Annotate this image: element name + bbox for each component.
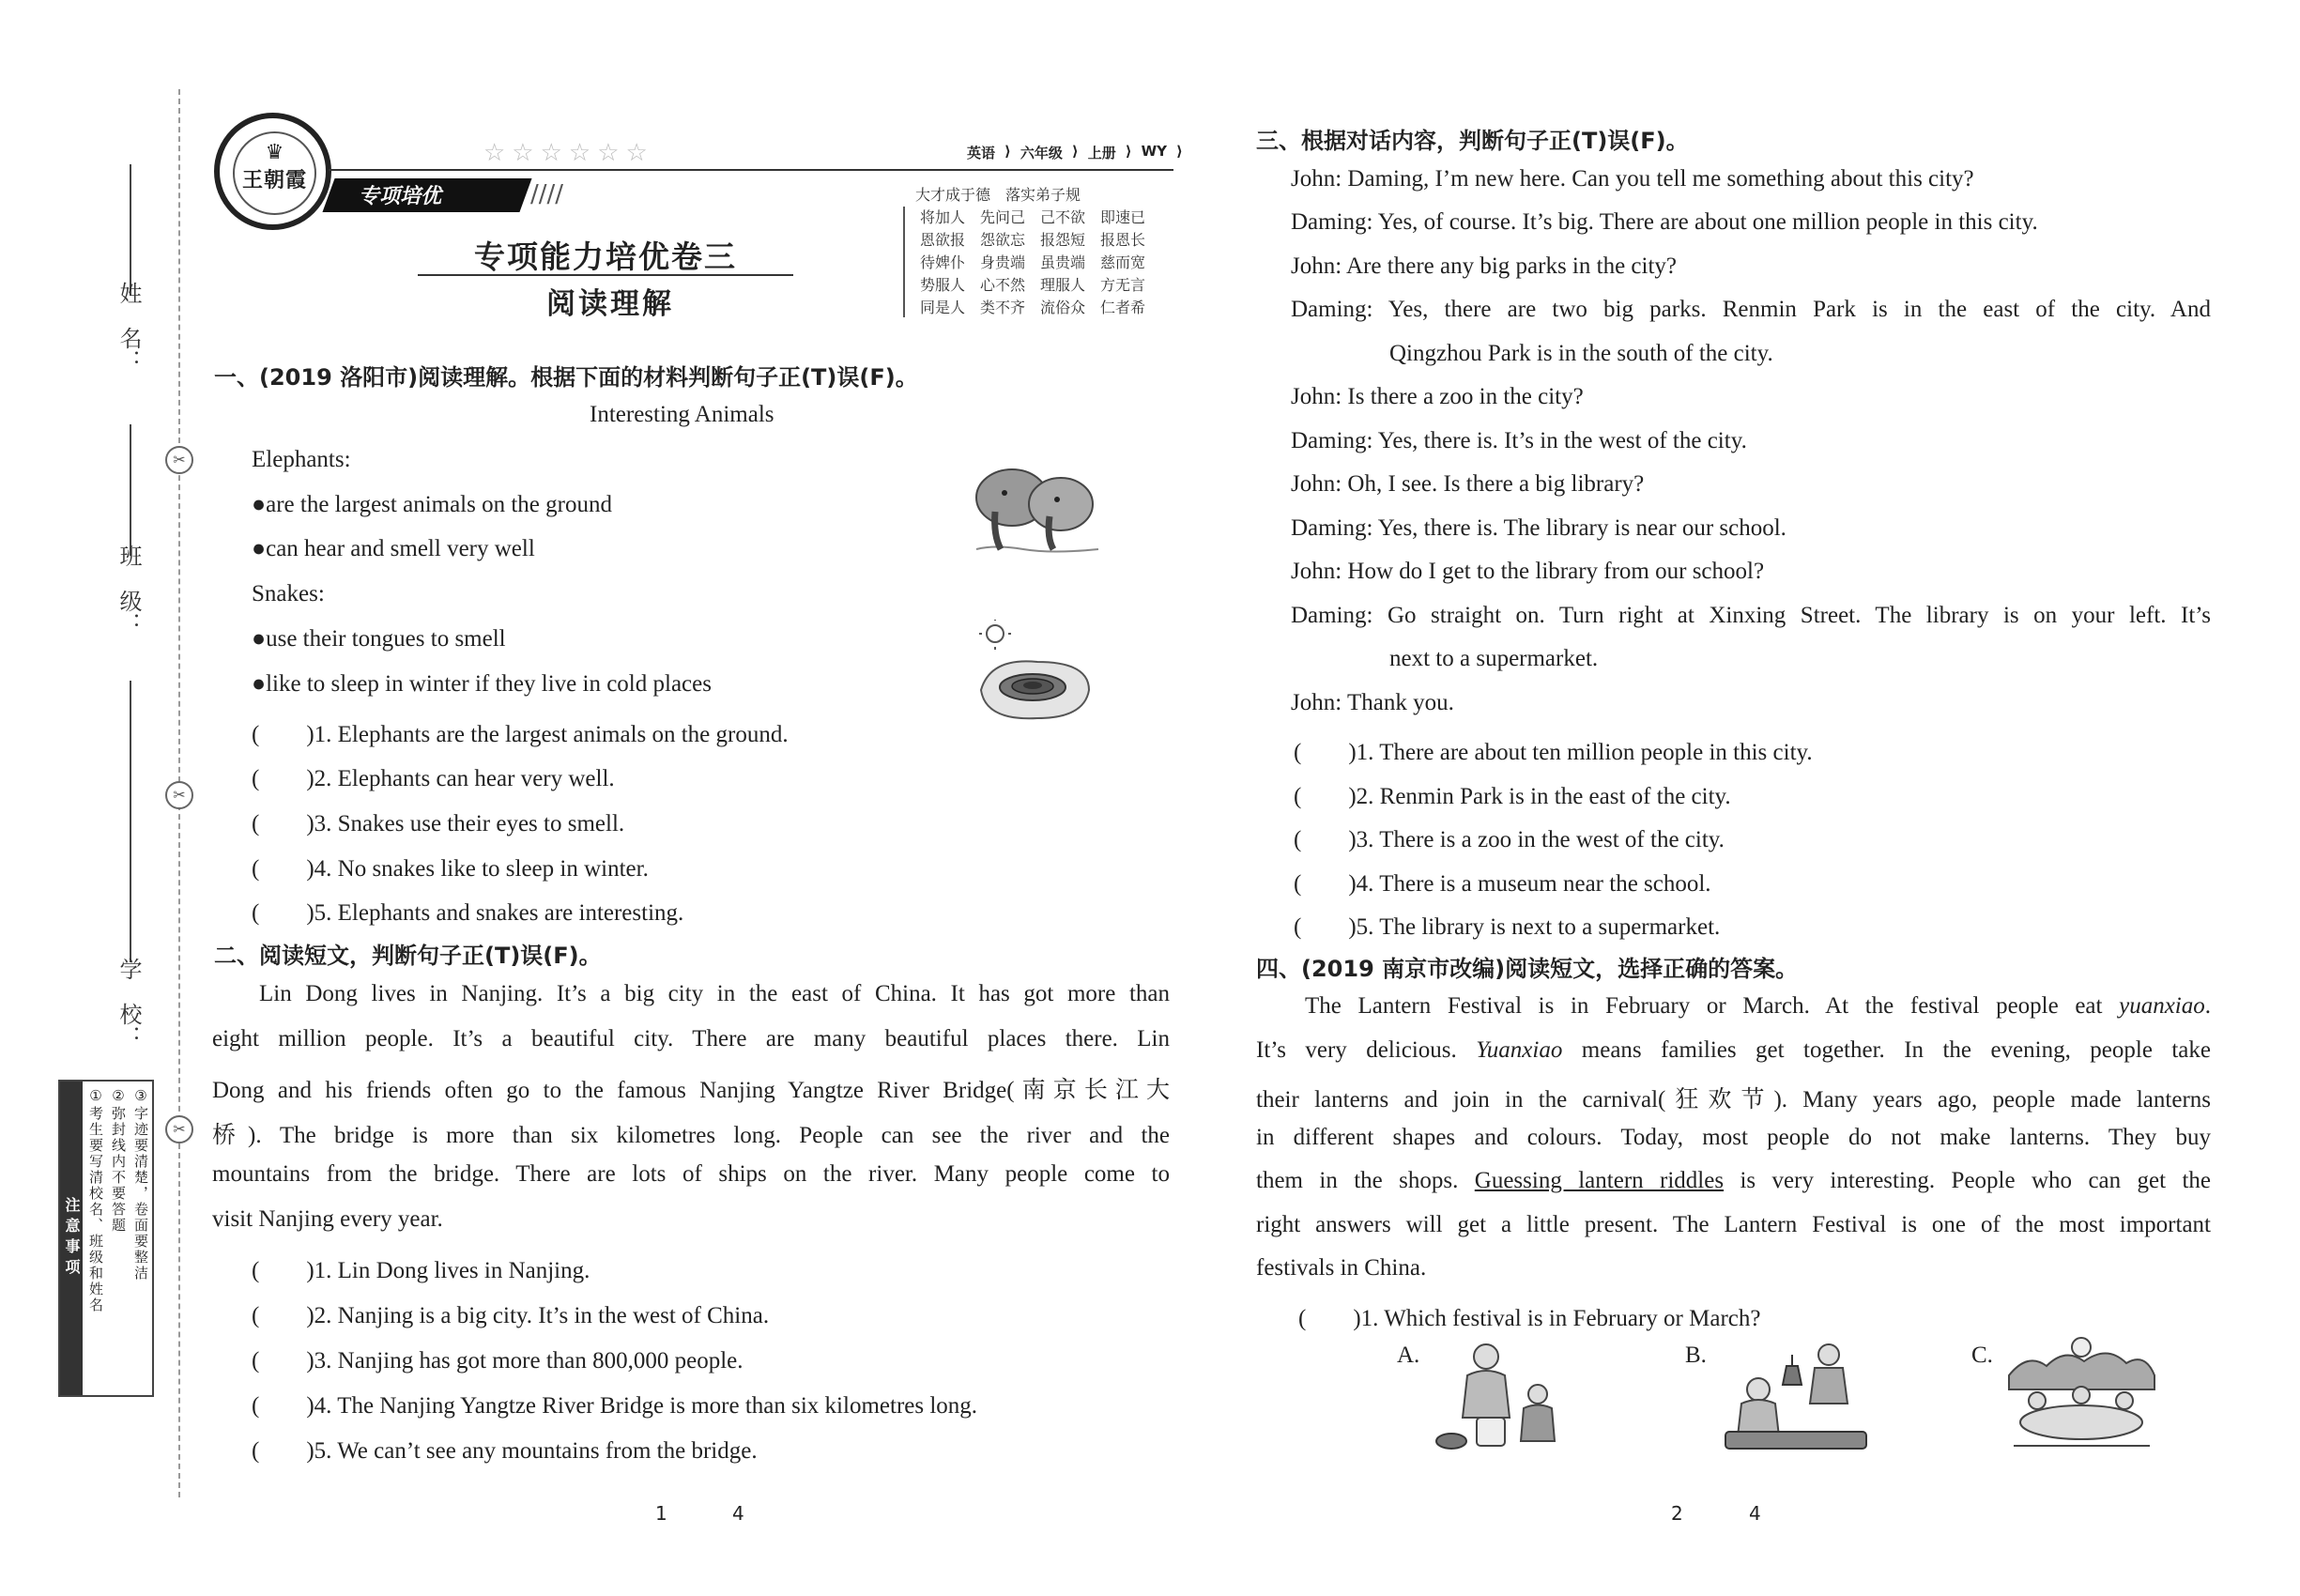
list-item: ●use their tongues to smell bbox=[252, 626, 506, 652]
grade-tags: 英语 ⟩ 六年级 ⟩ 上册 ⟩ WY ⟩ bbox=[967, 143, 1183, 161]
list-item: ●like to sleep in winter if they live in cold places bbox=[252, 671, 712, 697]
dialogue-line: Daming: Yes, there is. The library is near our school. bbox=[1291, 515, 1786, 541]
motto-title: 大才成于德 落实弟子规 bbox=[915, 186, 1081, 204]
motto-block bbox=[920, 207, 1145, 319]
notice-item-2: ②弥封线内不要答题 bbox=[110, 1087, 127, 1234]
passage-line: eight million people. It’s a beautiful city. There are many beautiful places there. Lin bbox=[212, 1026, 1170, 1051]
title-rule bbox=[418, 274, 793, 276]
star-rating: ☆☆☆☆☆☆ bbox=[483, 139, 654, 167]
question-item: ( )3. There is a zoo in the west of the city. bbox=[1294, 827, 1725, 852]
scissor-icon: ✂ bbox=[165, 446, 193, 474]
question-item: ( )3. Nanjing has got more than 800,000 people. bbox=[252, 1348, 744, 1373]
passage-line: Dong and his friends often go to the famous Nanjing Yangtze River Bridge(南京长江大 bbox=[212, 1078, 1170, 1103]
dialogue-line: Daming: Yes, there are two big parks. Renmin Park is in the east of the city. And bbox=[1291, 297, 2211, 322]
dialogue-line: next to a supermarket. bbox=[1389, 646, 1599, 671]
section2-heading: 二、阅读短文，判断句子正(T)误(F)。 bbox=[214, 943, 602, 969]
option-label-a: A. bbox=[1397, 1343, 1420, 1368]
option-a-picture[interactable] bbox=[1434, 1338, 1575, 1455]
grade-tag: 六年级 bbox=[1020, 145, 1063, 161]
subject-tag: 英语 bbox=[967, 145, 996, 161]
slash-decoration: //// bbox=[530, 180, 564, 208]
dialogue-line: Daming: Go straight on. Turn right at Xinxing Street. The library is on your left. It’s bbox=[1291, 603, 2211, 628]
motto-bar bbox=[903, 207, 905, 317]
dialogue-line: John: Are there any big parks in the city? bbox=[1291, 253, 1677, 279]
list-item: Snakes: bbox=[252, 581, 325, 606]
class-field[interactable] bbox=[130, 424, 131, 556]
passage-line: their lanterns and join in the carnival(狂欢节). Many years ago, people made lanterns bbox=[1256, 1087, 2211, 1113]
scissor-icon: ✂ bbox=[165, 1115, 193, 1143]
question-item: ( )4. The Nanjing Yangtze River Bridge is more than six kilometres long. bbox=[252, 1393, 978, 1419]
dialogue-line: Daming: Yes, of course. It’s big. There are about one million people in this city. bbox=[1291, 209, 2038, 235]
option-b-picture[interactable] bbox=[1721, 1338, 1871, 1455]
list-item: Elephants: bbox=[252, 447, 351, 472]
question-item: ( )5. Elephants and snakes are interesting. bbox=[252, 900, 684, 926]
motto-row: 恩欲报 怨欲忘 报怨短 报恩长 bbox=[920, 231, 1146, 249]
dialogue-line: Qingzhou Park is in the south of the city. bbox=[1389, 341, 1773, 366]
passage-line: The Lantern Festival is in February or March. At the festival people eat yuanxiao. bbox=[1305, 993, 2211, 1019]
edition-tag: WY bbox=[1141, 143, 1168, 160]
page-subtitle: 阅读理解 bbox=[546, 287, 674, 321]
page-number: 1 bbox=[655, 1502, 667, 1525]
option-label-b: B. bbox=[1685, 1343, 1707, 1368]
passage-line: Lin Dong lives in Nanjing. It’s a big city in the east of China. It has got more than bbox=[259, 981, 1170, 1006]
page-title: 专项能力培优卷三 bbox=[474, 238, 737, 275]
volume-tag: 上册 bbox=[1087, 145, 1116, 161]
question-item: ( )2. Nanjing is a big city. It’s in the west of China. bbox=[252, 1303, 770, 1328]
brand-logo bbox=[214, 113, 331, 230]
dialogue-line: John: Oh, I see. Is there a big library? bbox=[1291, 471, 1645, 497]
snake-illustration bbox=[972, 620, 1098, 728]
question-item: ( )1. Lin Dong lives in Nanjing. bbox=[252, 1258, 590, 1283]
notice-title: 注意事项 bbox=[60, 1082, 83, 1395]
option-c-picture[interactable] bbox=[2004, 1333, 2159, 1455]
school-label: 学 校： bbox=[115, 958, 142, 1048]
logo-text: 王朝霞 bbox=[241, 169, 307, 192]
notice-item-3: ③字迹要清楚，卷面要整洁 bbox=[132, 1087, 149, 1281]
question-item: ( )3. Snakes use their eyes to smell. bbox=[252, 811, 625, 836]
question-item: ( )1. Which festival is in February or March? bbox=[1298, 1306, 1761, 1331]
underlined-phrase: Guessing lantern riddles bbox=[1474, 1168, 1725, 1193]
question-item: ( )4. There is a museum near the school. bbox=[1294, 871, 1711, 897]
section-band-label: 专项培优 bbox=[359, 185, 442, 208]
dialogue-line: John: How do I get to the library from our school? bbox=[1291, 559, 1765, 584]
question-item: ( )5. We can’t see any mountains from the bridge. bbox=[252, 1438, 758, 1464]
motto-row: 待婢仆 身贵端 虽贵端 慈而宽 bbox=[920, 253, 1146, 271]
passage-line: in different shapes and colours. Today, most people do not make lanterns. They buy bbox=[1256, 1125, 2211, 1150]
logo-emblem bbox=[233, 131, 316, 215]
school-field[interactable] bbox=[130, 681, 131, 962]
dialogue-line: John: Thank you. bbox=[1291, 690, 1454, 715]
elephant-illustration bbox=[967, 455, 1103, 563]
class-label: 班 级： bbox=[115, 545, 142, 635]
question-item: ( )1. Elephants are the largest animals on the ground. bbox=[252, 722, 789, 747]
question-item: ( )4. No snakes like to sleep in winter. bbox=[252, 856, 649, 882]
passage-line: festivals in China. bbox=[1256, 1255, 1427, 1281]
dialogue-line: John: Daming, I’m new here. Can you tell me something about this city? bbox=[1291, 166, 1974, 192]
page-total: 4 bbox=[732, 1502, 744, 1525]
passage-line: them in the shops. Guessing lantern riddles is very interesting. People who can get the bbox=[1256, 1168, 2212, 1193]
scissor-icon: ✂ bbox=[165, 781, 193, 809]
name-label: 姓 名： bbox=[115, 282, 142, 372]
section1-heading: 一、(2019 洛阳市)阅读理解。根据下面的材料判断句子正(T)误(F)。 bbox=[214, 364, 918, 391]
passage-line: It’s very delicious. Yuanxiao means families get together. In the evening, people take bbox=[1256, 1037, 2211, 1063]
passage-line: mountains from the bridge. There are lots of ships on the river. Many people come to bbox=[212, 1161, 1170, 1187]
section3-heading: 三、根据对话内容，判断句子正(T)误(F)。 bbox=[1256, 128, 1689, 154]
notice-box bbox=[58, 1080, 154, 1397]
name-field[interactable] bbox=[130, 164, 131, 296]
motto-row: 将加人 先问己 己不欲 即速已 bbox=[920, 208, 1146, 226]
passage-line: right answers will get a little present. The Lantern Festival is one of the most important bbox=[1256, 1212, 2211, 1237]
question-item: ( )2. Elephants can hear very well. bbox=[252, 766, 615, 791]
list-item: ●are the largest animals on the ground bbox=[252, 492, 612, 517]
passage-line: visit Nanjing every year. bbox=[212, 1206, 443, 1232]
passage1-title: Interesting Animals bbox=[590, 402, 774, 427]
dialogue-line: John: Is there a zoo in the city? bbox=[1291, 384, 1584, 409]
question-item: ( )5. The library is next to a supermarket. bbox=[1294, 914, 1721, 940]
motto-row: 势服人 心不然 理服人 方无言 bbox=[920, 276, 1146, 294]
question-item: ( )1. There are about ten million people in this city. bbox=[1294, 740, 1813, 765]
page-number: 2 bbox=[1671, 1502, 1683, 1525]
passage-line: 桥). The bridge is more than six kilometres long. People can see the river and the bbox=[212, 1123, 1170, 1148]
page-total: 4 bbox=[1749, 1502, 1761, 1525]
list-item: ●can hear and smell very well bbox=[252, 536, 535, 561]
section4-heading: 四、(2019 南京市改编)阅读短文，选择正确的答案。 bbox=[1256, 956, 1799, 982]
motto-row: 同是人 类不齐 流俗众 仁者希 bbox=[920, 299, 1146, 316]
dialogue-line: Daming: Yes, there is. It’s in the west of the city. bbox=[1291, 428, 1747, 453]
question-item: ( )2. Renmin Park is in the east of the city. bbox=[1294, 784, 1731, 809]
header-rule bbox=[329, 169, 1173, 171]
notice-item-1: ①考生要写清校名、班级和姓名 bbox=[87, 1087, 104, 1313]
crown-icon: ♛ bbox=[265, 141, 284, 164]
option-label-c: C. bbox=[1971, 1343, 1993, 1368]
